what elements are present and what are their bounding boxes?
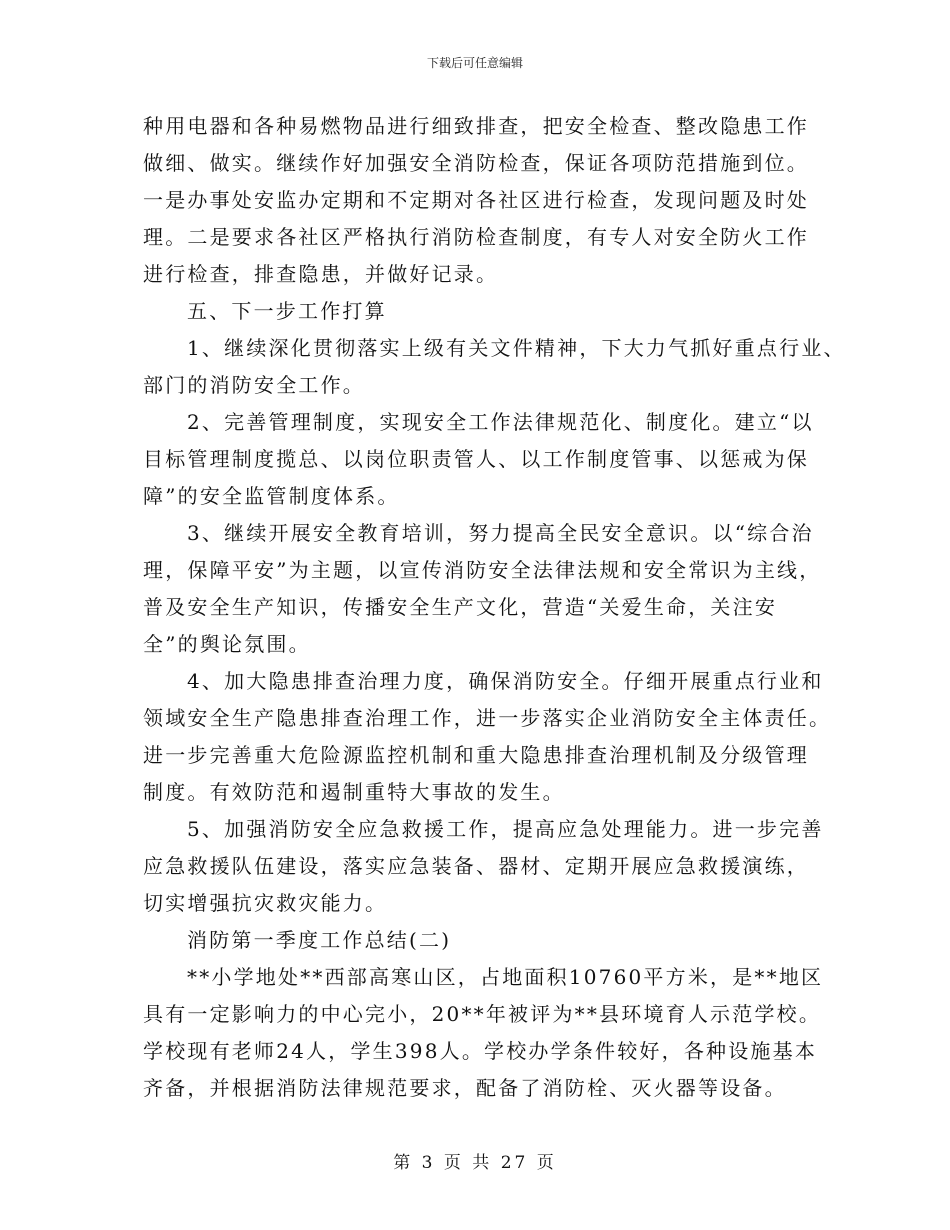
text-line: 4、加大隐患排查治理力度，确保消防安全。仔细开展重点行业和 <box>187 669 824 693</box>
text-line: 应急救援队伍建设，落实应急装备、器材、定期开展应急救援演练， <box>143 854 809 878</box>
text-line: 种用电器和各种易燃物品进行细致排查，把安全检查、整改隐患工作 <box>143 114 809 138</box>
text-line: 1、继续深化贯彻落实上级有关文件精神，下大力气抓好重点行业、 <box>187 336 846 360</box>
text-line: 学校现有老师24人，学生398人。学校办学条件较好，各种设施基本 <box>143 1039 818 1063</box>
text-line: **小学地处**西部高寒山区，占地面积10760平方米，是**地区 <box>187 965 824 989</box>
text-line: 5、加强消防安全应急救援工作，提高应急处理能力。进一步完善 <box>187 817 824 841</box>
text-line: 理。二是要求各社区严格执行消防检查制度，有专人对安全防火工作 <box>143 225 809 249</box>
text-line: 理，保障平安”为主题，以宣传消防安全法律法规和安全常识为主线， <box>143 558 822 582</box>
text-line: 全”的舆论氛围。 <box>143 632 311 656</box>
text-line: 部门的消防安全工作。 <box>143 373 365 397</box>
section-heading: 五、下一步工作打算 <box>187 299 387 323</box>
text-line: 领域安全生产隐患排查治理工作，进一步落实企业消防安全主体责任。 <box>143 706 832 730</box>
text-line: 障”的安全监管制度体系。 <box>143 484 400 508</box>
text-line: 3、继续开展安全教育培训，努力提高全民安全意识。以“综合治 <box>187 521 814 545</box>
text-line: 目标管理制度揽总、以岗位职责管人、以工作制度管事、以惩戒为保 <box>143 447 809 471</box>
text-line: 一是办事处安监办定期和不定期对各社区进行检查，发现问题及时处 <box>143 188 809 212</box>
document-body <box>143 108 846 1107</box>
text-line: 制度。有效防范和遏制重特大事故的发生。 <box>143 780 565 804</box>
text-line: 切实增强抗灾救灾能力。 <box>143 891 388 915</box>
text-line: 具有一定影响力的中心完小，20**年被评为**县环境育人示范学校。 <box>143 1002 822 1026</box>
text-line: 做细、做实。继续作好加强安全消防检查，保证各项防范措施到位。 <box>143 151 809 175</box>
text-line: 进行检查，排查隐患，并做好记录。 <box>143 262 499 286</box>
page-footer: 第 3 页 共 27 页 <box>393 1153 557 1173</box>
text-line: 普及安全生产知识，传播安全生产文化，营造“关爱生命，关注安 <box>143 595 778 619</box>
text-line: 齐备，并根据消防法律规范要求，配备了消防栓、灭火器等设备。 <box>143 1076 787 1100</box>
text-line: 2、完善管理制度，实现安全工作法律规范化、制度化。建立“以 <box>187 410 814 434</box>
section-heading: 消防第一季度工作总结(二) <box>187 928 452 952</box>
text-line: 进一步完善重大危险源监控机制和重大隐患排查治理机制及分级管理 <box>143 743 809 767</box>
page-header: 下载后可任意编辑 <box>426 56 523 70</box>
